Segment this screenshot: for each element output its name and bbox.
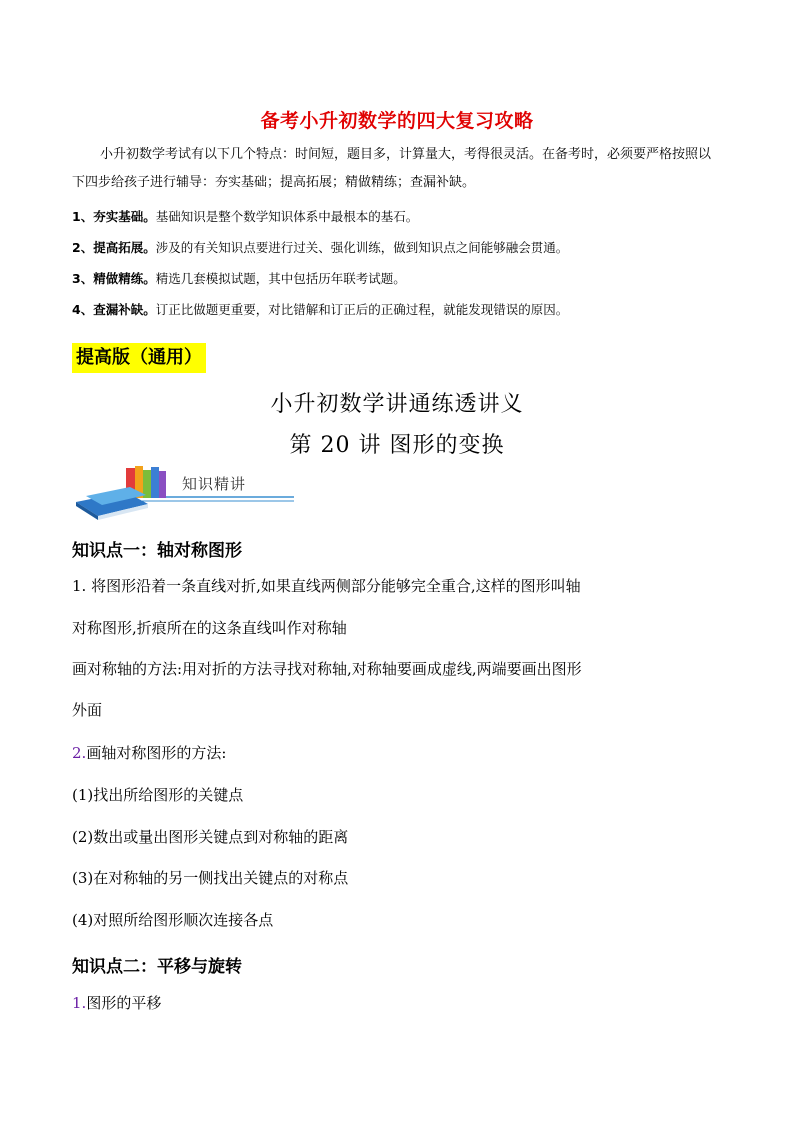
tip-2 <box>72 238 732 258</box>
item-text: 图形的平移 <box>86 994 162 1012</box>
item-number: 2. <box>72 744 87 762</box>
kp1-paragraph-1-line-2: 对称图形,折痕所在的这条直线叫作对称轴 <box>72 619 347 637</box>
kp1-step-1: (1)找出所给图形的关键点 <box>72 786 244 804</box>
kp1-step-4: (4)对照所给图形顺次连接各点 <box>72 911 274 929</box>
knowledge-point-1-heading: 知识点一：轴对称图形 <box>72 541 242 561</box>
tip-text: 精选几套模拟试题，其中包括历年联考试题。 <box>155 271 406 286</box>
kp1-paragraph-2-line-2: 外面 <box>72 701 103 719</box>
item-text: 画轴对称图形的方法: <box>86 744 227 762</box>
intro-paragraph: 小升初数学考试有以下几个特点：时间短，题目多，计算量大，考得很灵活。在备考时，必须要严格按照以下四步给孩子进行辅导：夯实基础；提高拓展；精做精练；查漏补缺。 <box>72 147 712 190</box>
kp1-step-3: (3)在对称轴的另一侧找出关键点的对称点 <box>72 869 349 887</box>
tip-3 <box>72 269 732 289</box>
kp2-paragraph-1 <box>72 993 732 1013</box>
tip-lead: 1、夯实基础。 <box>72 209 156 224</box>
kp1-paragraph-1-line-1: 1. 将图形沿着一条直线对折,如果直线两侧部分能够完全重合,这样的图形叫轴 <box>72 577 581 595</box>
lecture-subtitle: 第 20 讲 图形的变换 <box>289 433 505 458</box>
kp1-step-2: (2)数出或量出图形关键点到对称轴的距离 <box>72 828 349 846</box>
tip-text: 涉及的有关知识点要进行过关、强化训练，做到知识点之间能够融会贯通。 <box>155 240 569 255</box>
tip-4 <box>72 300 732 320</box>
lecture-title: 小升初数学讲通练透讲义 <box>270 392 524 417</box>
knowledge-point-2-heading: 知识点二：平移与旋转 <box>72 957 242 977</box>
kp1-paragraph-2-line-1: 画对称轴的方法:用对折的方法寻找对称轴,对称轴要画成虚线,两端要画出图形 <box>72 660 582 678</box>
tip-lead: 2、提高拓展。 <box>72 240 156 255</box>
section-banner <box>72 462 294 524</box>
tip-1 <box>72 207 732 227</box>
tip-text: 订正比做题更重要，对比错解和订正后的正确过程，就能发现错误的原因。 <box>155 302 569 317</box>
tip-lead: 3、精做精练。 <box>72 271 156 286</box>
section-banner-label: 知识精讲 <box>182 475 247 493</box>
edition-badge: 提高版（通用） <box>72 343 206 373</box>
item-number: 1. <box>72 994 87 1012</box>
tip-lead: 4、查漏补缺。 <box>72 302 156 317</box>
page-title: 备考小升初数学的四大复习攻略 <box>260 110 534 132</box>
kp1-paragraph-3 <box>72 743 732 763</box>
tip-text: 基础知识是整个数学知识体系中最根本的基石。 <box>155 209 419 224</box>
